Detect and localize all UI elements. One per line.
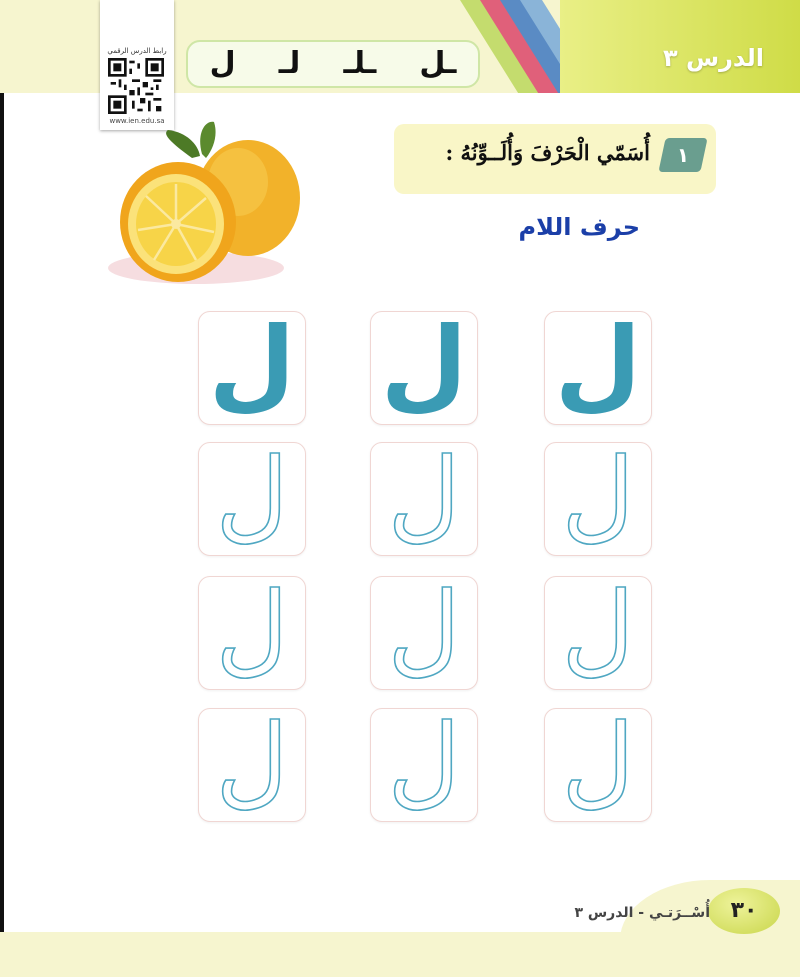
letter-glyph: ل: [554, 305, 642, 422]
letter-glyph: ل: [215, 570, 289, 687]
lemon-illustration: [106, 112, 306, 292]
letter-glyph: ل: [208, 305, 296, 422]
letter-forms-box: [186, 40, 480, 88]
qr-label: رابط الدرس الرقمي: [107, 47, 167, 55]
letter-card-to-color[interactable]: [370, 570, 478, 690]
letter-card-colored[interactable]: [198, 305, 306, 425]
lesson-title: الدرس ٣: [662, 44, 764, 72]
letter-glyph: ل: [561, 702, 635, 819]
letter-card-to-color[interactable]: [544, 702, 652, 822]
qr-url: www.ien.edu.sa: [109, 117, 165, 125]
letter-glyph: ل: [380, 305, 468, 422]
letter-form: ل: [209, 46, 236, 81]
letter-form: لـ: [278, 46, 301, 81]
instruction-text: أُسَمّي الْحَرْفَ وَأُلَــوِّنُهُ :: [445, 140, 650, 165]
letter-glyph: ل: [387, 570, 461, 687]
letter-card-colored[interactable]: [370, 305, 478, 425]
letter-card-colored[interactable]: [544, 305, 652, 425]
page-number: ٣٠: [730, 898, 758, 923]
qr-code-icon[interactable]: [108, 58, 164, 114]
letter-card-to-color[interactable]: [544, 436, 652, 556]
letter-card-to-color[interactable]: [198, 702, 306, 822]
letter-glyph: ل: [387, 702, 461, 819]
letter-name: حرف اللام: [518, 213, 640, 241]
letter-glyph: ل: [215, 702, 289, 819]
letter-glyph: ل: [561, 436, 635, 553]
letter-card-to-color[interactable]: [198, 570, 306, 690]
letter-form: ـلـ: [343, 46, 377, 81]
letter-card-to-color[interactable]: [198, 436, 306, 556]
letter-form: ـل: [419, 46, 457, 81]
page-border: [0, 0, 4, 977]
letter-card-to-color[interactable]: [370, 436, 478, 556]
qr-card[interactable]: [100, 0, 174, 130]
footer-lesson-label: أُسْــرَتـي - الدرس ٣: [574, 905, 710, 921]
instruction-number: ١: [676, 143, 690, 167]
letter-glyph: ل: [561, 570, 635, 687]
letter-glyph: ل: [215, 436, 289, 553]
letter-glyph: ل: [387, 436, 461, 553]
letter-card-to-color[interactable]: [544, 570, 652, 690]
letter-card-to-color[interactable]: [370, 702, 478, 822]
